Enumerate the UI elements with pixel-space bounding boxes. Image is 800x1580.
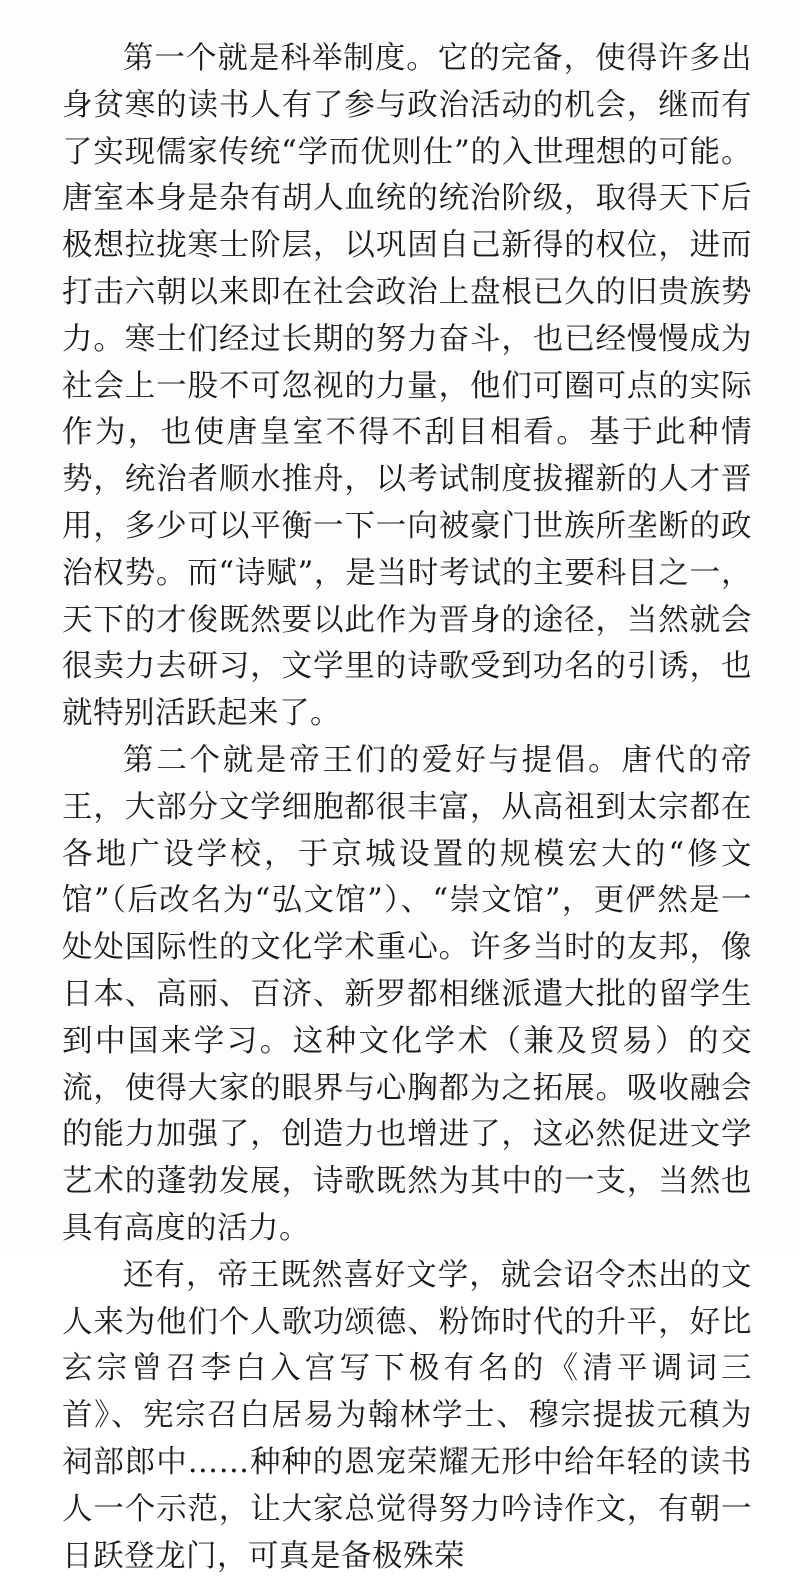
body-text [62,36,752,1580]
paragraph-emperors: 第二个就是帝王们的爱好与提倡。唐代的帝王，大部分文学细胞都很丰富，从高祖到太宗都在各地广设学校，于京城设置的规模宏大的“修文馆”（后改名为“弘文馆”）、“崇文馆”，更俨然是一处处国际性的文化学术重心。许多当时的友邦，像日本、高丽、百济、新罗都相继派遣大批的留学生到中国来学习。这种文化学术（兼及贸易）的交流，使得大家的眼界与心胸都为之拓展。吸收融会的能力加强了，创造力也增进了，这必然促进文学艺术的蓬勃发展，诗歌既然为其中的一支，当然也具有高度的活力。 [62,742,752,1246]
paragraph-patronage: 还有，帝王既然喜好文学，就会诏令杰出的文人来为他们个人歌功颂德、粉饰时代的升平，好比玄宗曾召李白入宫写下极有名的《清平调词三首》、宪宗召白居易为翰林学士、穆宗提拔元稹为祠部郎中……种种的恩宠荣耀无形中给年轻的读书人一个示范，让大家总觉得努力吟诗作文，有朝一日跃登龙门，可真是备极殊荣 [62,1257,752,1574]
paragraph-keju: 第一个就是科举制度。它的完备，使得许多出身贫寒的读书人有了参与政治活动的机会，继而有了实现儒家传统“学而优则仕”的入世理想的可能。唐室本身是杂有胡人血统的统治阶级，取得天下后极想拉拢寒士阶层，以巩固自己新得的权位，进而打击六朝以来即在社会政治上盘根已久的旧贵族势力。寒士们经过长期的努力奋斗，也已经慢慢成为社会上一股不可忽视的力量，他们可圈可点的实际作为，也使唐皇室不得不刮目相看。基于此种情势，统治者顺水推舟，以考试制度拔擢新的人才晋用，多少可以平衡一下一向被豪门世族所垄断的政治权势。而“诗赋”，是当时考试的主要科目之一，天下的才俊既然要以此作为晋身的途径，当然就会很卖力去研习，文学里的诗歌受到功名的引诱，也就特别活跃起来了。 [62,41,752,732]
